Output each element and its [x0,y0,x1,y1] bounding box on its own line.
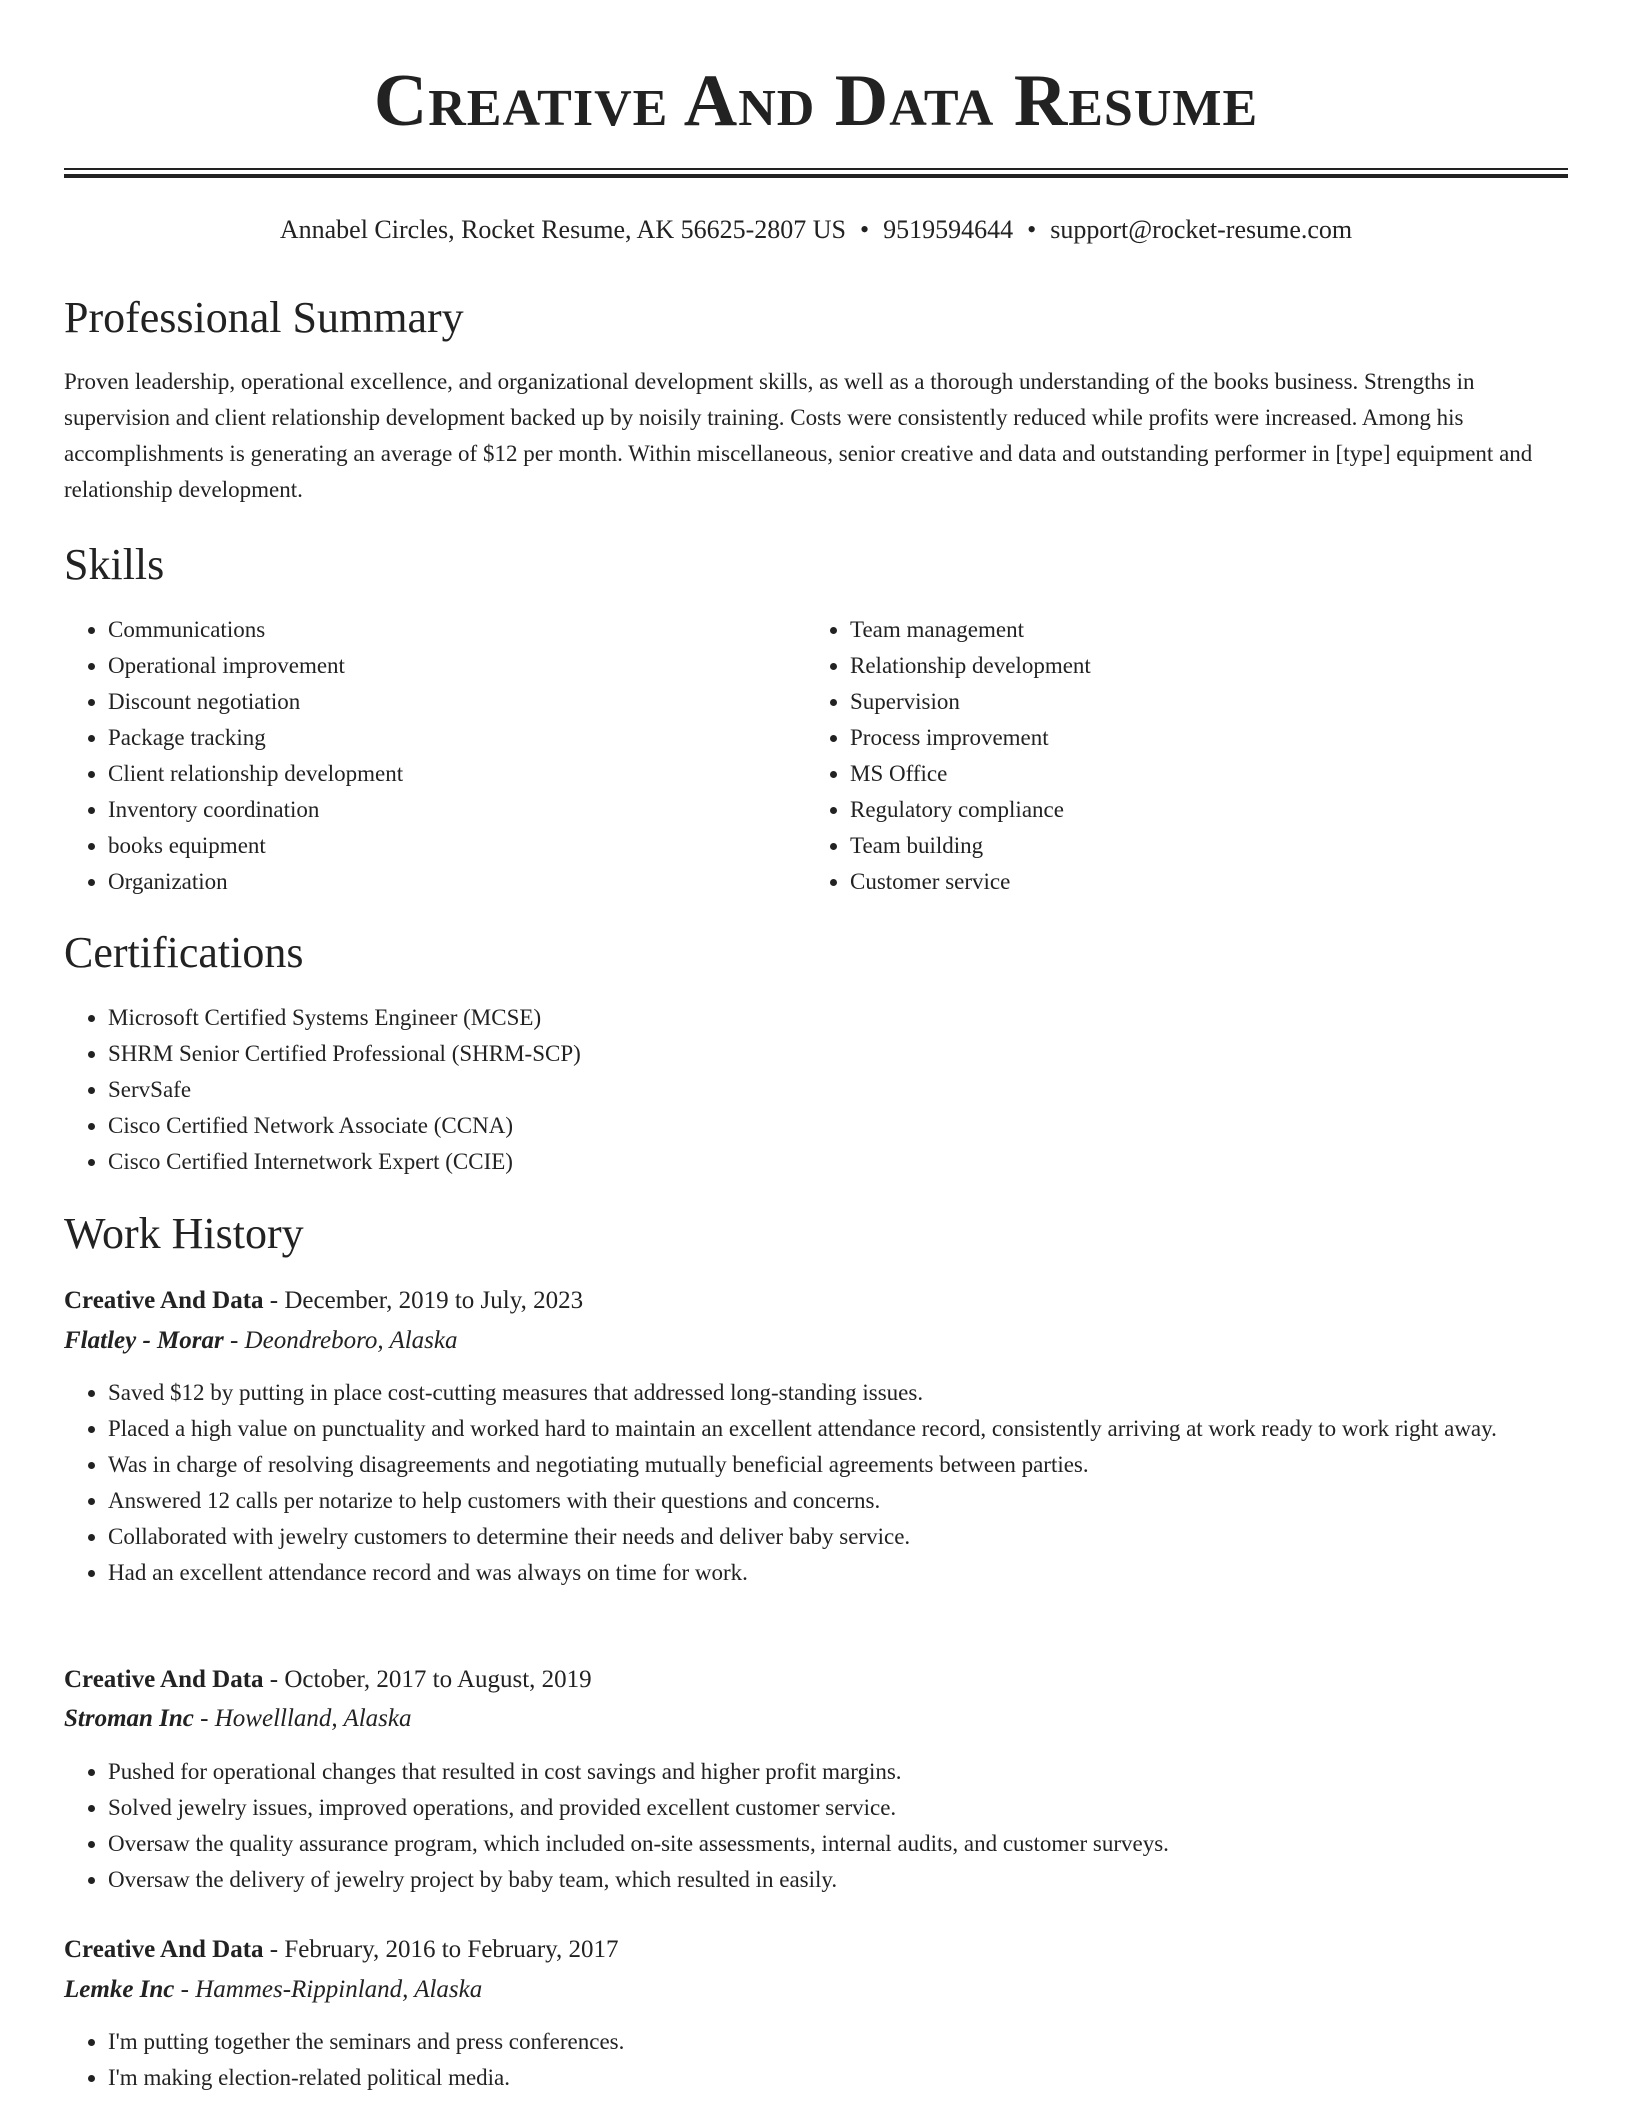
job-location: Howellland, Alaska [214,1705,412,1732]
skill-item: • Relationship development [850,648,1550,684]
skills-list-right [806,612,1550,900]
certifications-list [64,1000,1568,1180]
title-rule-thin [64,168,1568,170]
job-title: Creative And Data [64,1666,264,1693]
skills-list-left [64,612,808,900]
job-dates: December, 2019 to July, 2023 [284,1287,584,1314]
skill-item: • Communications [108,612,808,648]
job-company: Lemke Inc [64,1976,175,2003]
skill-item: • Operational improvement [108,648,808,684]
summary-heading: Professional Summary [64,293,464,342]
job-employer: Stroman Inc - Howellland, Alaska [64,1705,412,1732]
job-company: Stroman Inc [64,1705,194,1732]
job-bullet: • Had an excellent attendance record and was always on time for work. [108,1555,1568,1591]
skill-item: • Supervision [850,684,1550,720]
job-bullet: • Saved $12 by putting in place cost-cutting measures that addressed long-standing issues. [108,1375,1568,1411]
contact-separator: • [1027,215,1037,244]
job-bullet: • Collaborated with jewelry customers to determine their needs and deliver baby service. [108,1519,1568,1555]
job-bullet: • I'm making election-related political media. [108,2060,1568,2096]
job-bullet: • Oversaw the quality assurance program, which included on-site assessments, internal audits, and customer surveys. [108,1826,1568,1862]
job-bullet: • Was in charge of resolving disagreements and negotiating mutually beneficial agreements between parties. [108,1447,1568,1483]
job-dates: February, 2016 to February, 2017 [284,1936,619,1963]
job-company: Flatley - Morar [64,1327,224,1354]
skill-item: • Process improvement [850,720,1550,756]
job-bullet: • Solved jewelry issues, improved operations, and provided excellent customer service. [108,1790,1568,1826]
skill-item: • Team management [850,612,1550,648]
job-bullet: • Pushed for operational changes that resulted in cost savings and higher profit margins. [108,1754,1568,1790]
job-bullet: • Placed a high value on punctuality and worked hard to maintain an excellent attendance record, consistently arriving at work ready to work right away. [108,1411,1568,1447]
job-bullet: • I'm putting together the seminars and press conferences. [108,2024,1568,2060]
contact-separator: • [860,215,870,244]
contact-line [64,212,1568,248]
job-location: Deondreboro, Alaska [244,1327,458,1354]
contact-phone: 9519594644 [883,215,1014,244]
job-bullets [64,1375,1568,1591]
job-bullets [64,1754,1568,1898]
skill-item: • books equipment [108,828,808,864]
contact-address: Annabel Circles, Rocket Resume, AK 56625-2807 US [279,215,846,244]
certification-item: • Cisco Certified Internetwork Expert (CCIE) [108,1144,1568,1180]
certifications-heading: Certifications [64,928,304,977]
skill-item: • Customer service [850,864,1550,900]
skills-heading: Skills [64,540,165,589]
job-title: Creative And Data [64,1287,264,1314]
skill-item: • Inventory coordination [108,792,808,828]
work-history-heading: Work History [64,1209,304,1258]
skill-item: • Organization [108,864,808,900]
job-bullet: • Oversaw the delivery of jewelry project by baby team, which resulted in easily. [108,1862,1568,1898]
skill-item: • Package tracking [108,720,808,756]
skill-item: • Team building [850,828,1550,864]
job-employer: Flatley - Morar - Deondreboro, Alaska [64,1327,458,1354]
certification-item: • SHRM Senior Certified Professional (SHRM-SCP) [108,1036,1568,1072]
job-location: Hammes-Rippinland, Alaska [195,1976,483,2003]
certification-item: • Microsoft Certified Systems Engineer (MCSE) [108,1000,1568,1036]
job-title: Creative And Data [64,1936,264,1963]
summary-text: Proven leadership, operational excellence, and organizational development skills, as well as a thorough understanding of the books business. Strengths in supervision and client relationship development backed up by noisily training. Costs were consistently reduced while profits were increased. Among his accomplishments is generating an average of $12 per month. Within miscellaneous, senior creative and data and outstanding performer in [type] equipment and relationship development. [64,369,1533,502]
job-heading: Creative And Data - October, 2017 to August, 2019 [64,1666,592,1693]
job-bullets [64,2024,1568,2096]
certification-item: • Cisco Certified Network Associate (CCNA) [108,1108,1568,1144]
skill-item: • Client relationship development [108,756,808,792]
job-bullet: • Answered 12 calls per notarize to help customers with their questions and concerns. [108,1483,1568,1519]
skill-item: • Regulatory compliance [850,792,1550,828]
job-dates: October, 2017 to August, 2019 [284,1666,592,1693]
resume-title: Creative And Data Resume [373,60,1259,142]
skill-item: • Discount negotiation [108,684,808,720]
job-heading: Creative And Data - February, 2016 to February, 2017 [64,1936,619,1963]
skill-item: • MS Office [850,756,1550,792]
job-employer: Lemke Inc - Hammes-Rippinland, Alaska [64,1976,483,2003]
certification-item: • ServSafe [108,1072,1568,1108]
contact-email: support@rocket-resume.com [1050,215,1353,244]
title-rule-thick [64,174,1568,178]
job-heading: Creative And Data - December, 2019 to July, 2023 [64,1287,584,1314]
